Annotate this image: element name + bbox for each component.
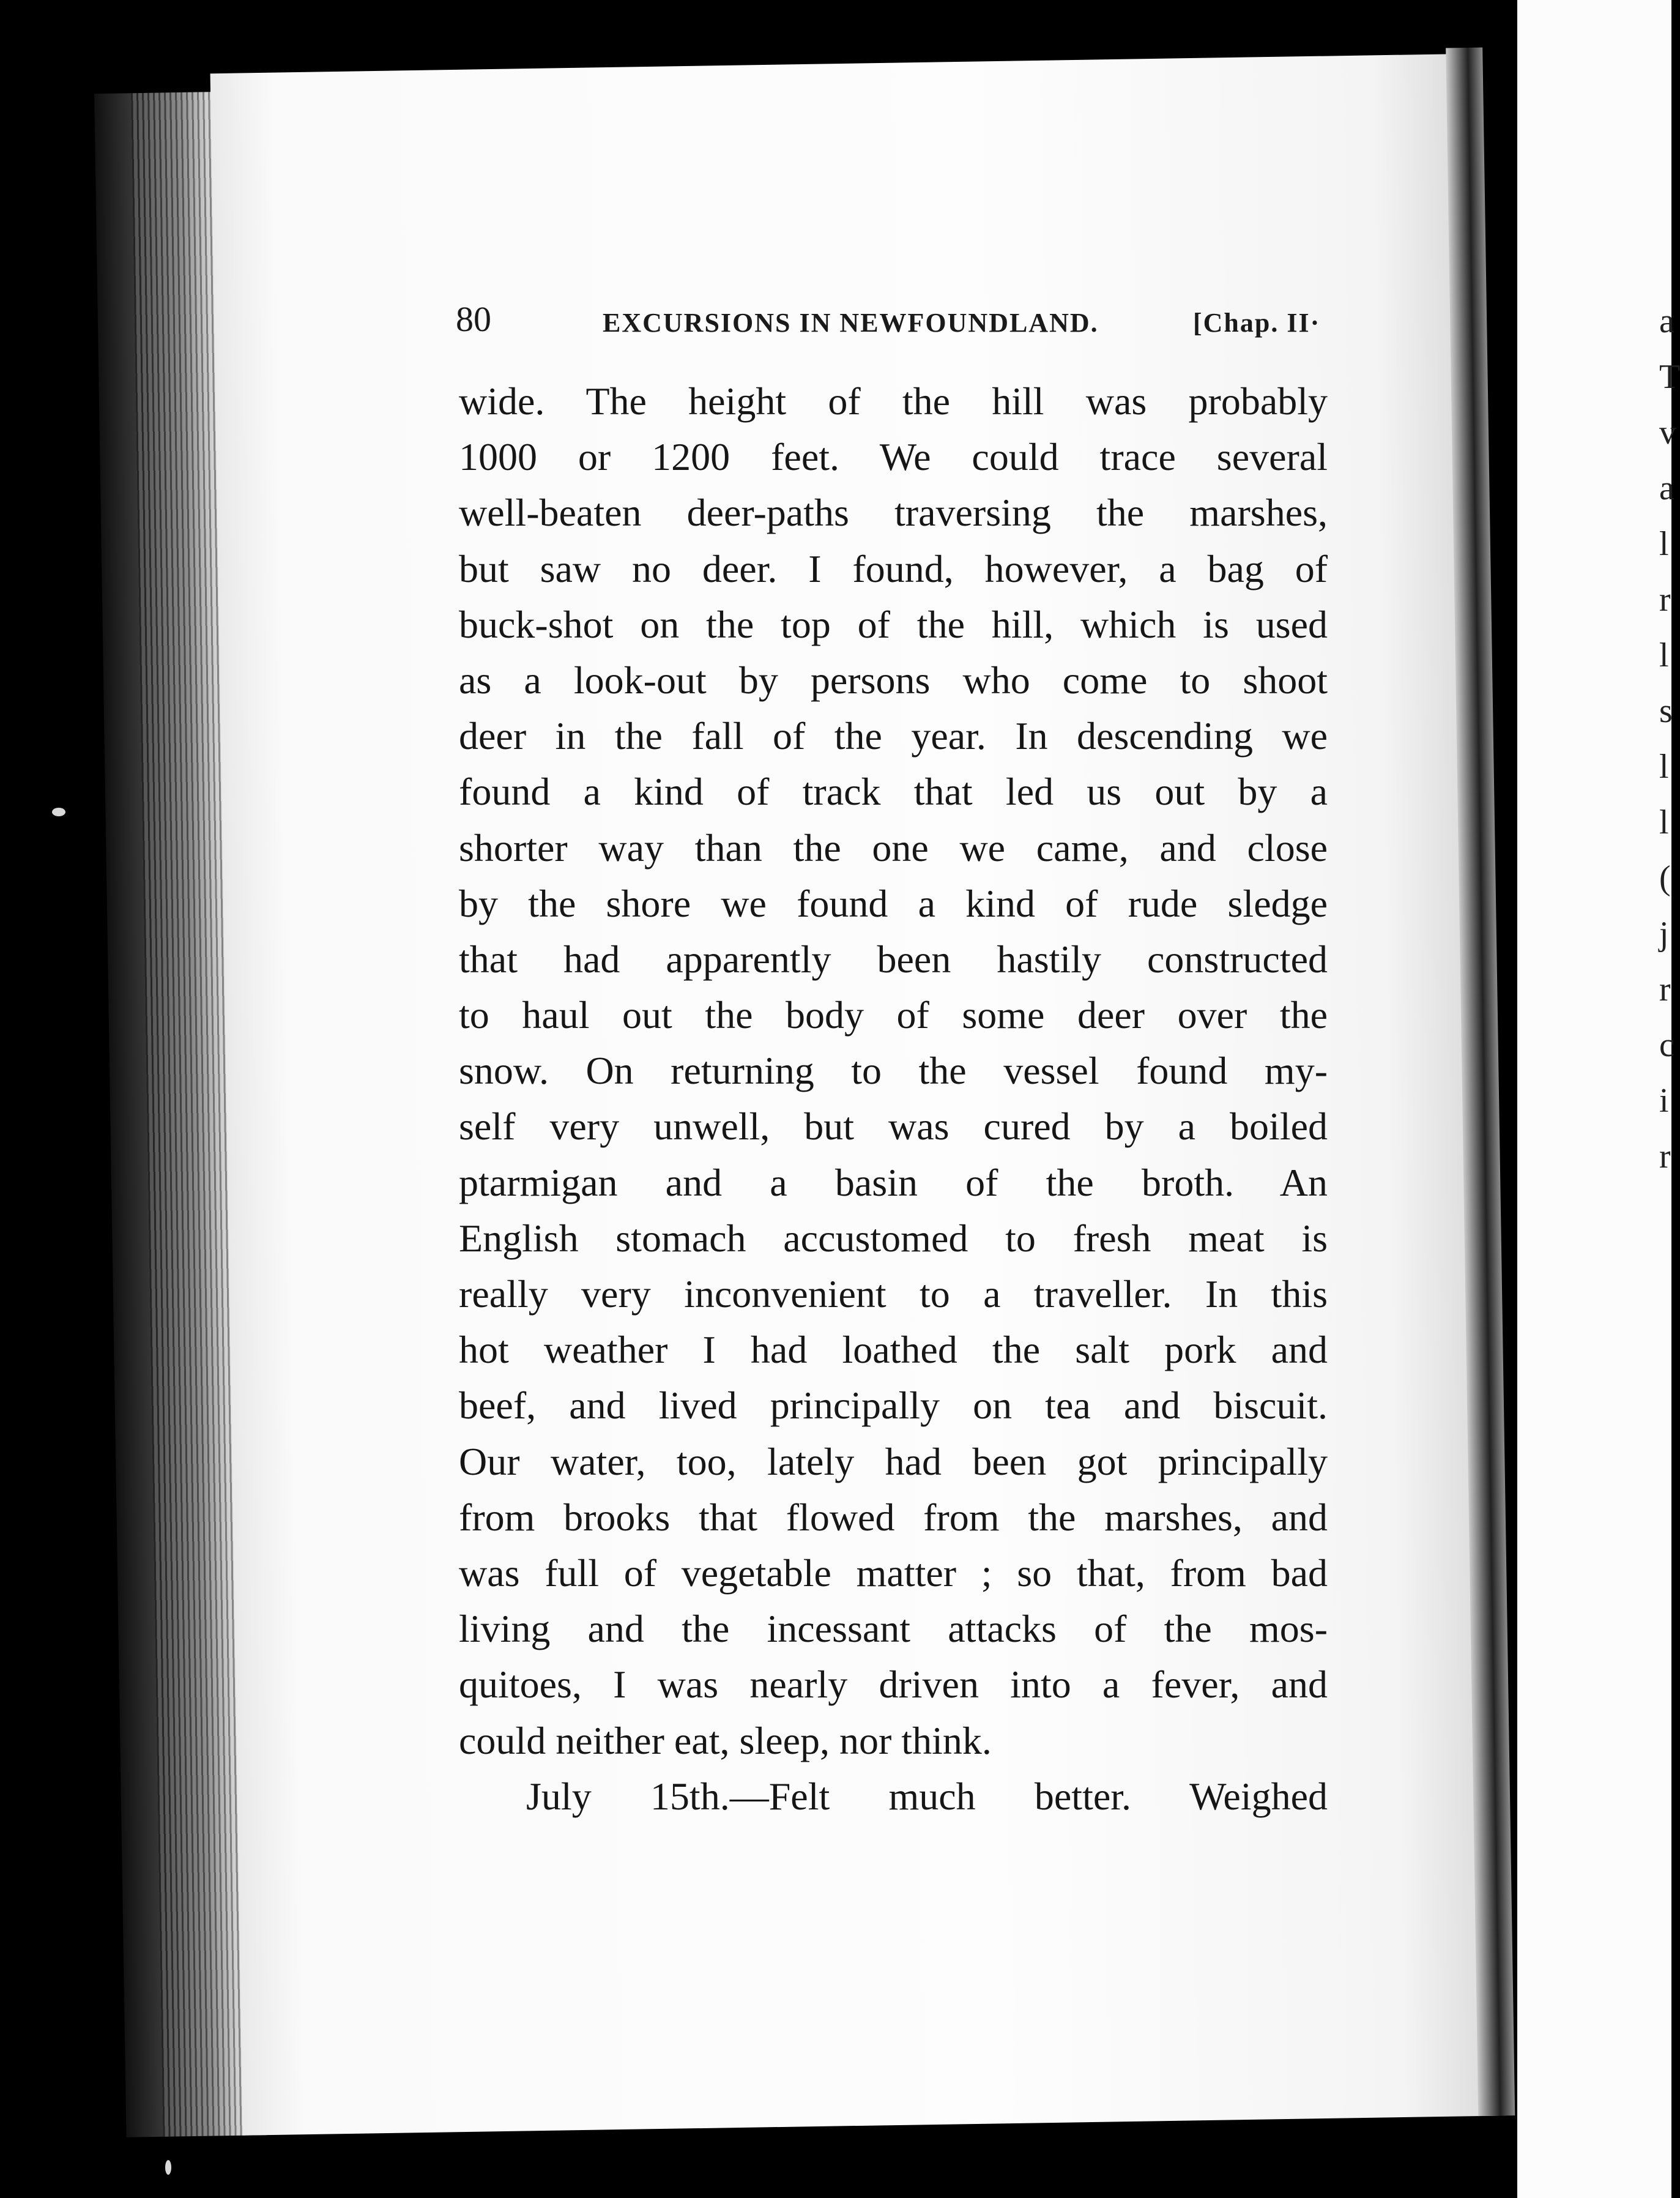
text-line: shorter way than the one we came, and close — [459, 825, 1328, 870]
facing-letter: s — [1659, 692, 1673, 730]
facing-letter: l — [1659, 748, 1669, 786]
facing-letter: l — [1659, 803, 1669, 841]
text-line: but saw no deer. I found, however, a bag of — [459, 546, 1328, 590]
facing-letter: r — [1659, 1138, 1671, 1175]
text-line: self very unwell, but was cured by a boiled — [459, 1105, 1328, 1149]
text-line: English stomach accustomed to fresh meat is — [459, 1216, 1328, 1260]
text-line: quitoes, I was nearly driven into a fever, and — [459, 1663, 1328, 1707]
text-line: was full of vegetable matter ; so that, from bad — [459, 1551, 1328, 1595]
text-line: really very inconvenient to a traveller. In this — [459, 1272, 1328, 1316]
facing-letter: r — [1659, 970, 1671, 1008]
facing-letter: j — [1659, 915, 1669, 953]
text-line: ptarmigan and a basin of the broth. An — [459, 1160, 1328, 1204]
facing-letter: i — [1659, 1082, 1669, 1120]
text-line: living and the incessant attacks of the mos- — [459, 1607, 1328, 1651]
text-line: buck-shot on the top of the hill, which is used — [459, 602, 1328, 646]
facing-letter: a — [1659, 469, 1674, 507]
text-line: from brooks that flowed from the marshes, and — [459, 1495, 1328, 1539]
facing-letter: r — [1659, 581, 1671, 619]
facing-letter: T — [1659, 358, 1680, 396]
chapter-reference: [Chap. II· — [1193, 308, 1321, 338]
text-line: snow. On returning to the vessel found my- — [459, 1049, 1328, 1093]
text-line: beef, and lived principally on tea and biscuit. — [459, 1384, 1328, 1428]
facing-letter: l — [1659, 636, 1669, 674]
text-line: Our water, too, lately had been got principally — [459, 1439, 1328, 1483]
running-header — [456, 299, 1325, 341]
body-text — [459, 373, 1328, 1824]
text-line: found a kind of track that led us out by a — [459, 770, 1328, 814]
facing-letter: l — [1659, 525, 1669, 563]
running-title: EXCURSIONS IN NEWFOUNDLAND. — [603, 308, 1099, 338]
text-line: deer in the fall of the year. In descending we — [459, 714, 1328, 758]
text-line: wide. The height of the hill was probably — [459, 379, 1328, 423]
text-line: as a look-out by persons who come to shoot — [459, 658, 1328, 702]
text-line: that had apparently been hastily constructed — [459, 937, 1328, 981]
text-line: hot weather I had loathed the salt pork and — [459, 1328, 1328, 1372]
text-line: to haul out the body of some deer over the — [459, 993, 1328, 1037]
page-number: 80 — [456, 299, 491, 339]
text-line: could neither eat, sleep, nor think. — [459, 1718, 992, 1762]
facing-page-text-fragment — [1659, 294, 1680, 1185]
facing-letter: ( — [1659, 859, 1671, 897]
facing-letter: a — [1659, 302, 1674, 340]
facing-page — [1517, 0, 1680, 2198]
facing-letter: v — [1659, 414, 1676, 452]
text-line: July 15th.—Felt much better. Weighed — [526, 1774, 1328, 1818]
text-line: by the shore we found a kind of rude sledge — [459, 881, 1328, 925]
scan-speck — [52, 808, 65, 816]
scan-speck — [165, 2160, 171, 2175]
text-line: 1000 or 1200 feet. We could trace several — [459, 435, 1328, 479]
facing-letter: c — [1659, 1026, 1674, 1064]
text-line: well-beaten deer-paths traversing the marshes, — [459, 491, 1328, 535]
